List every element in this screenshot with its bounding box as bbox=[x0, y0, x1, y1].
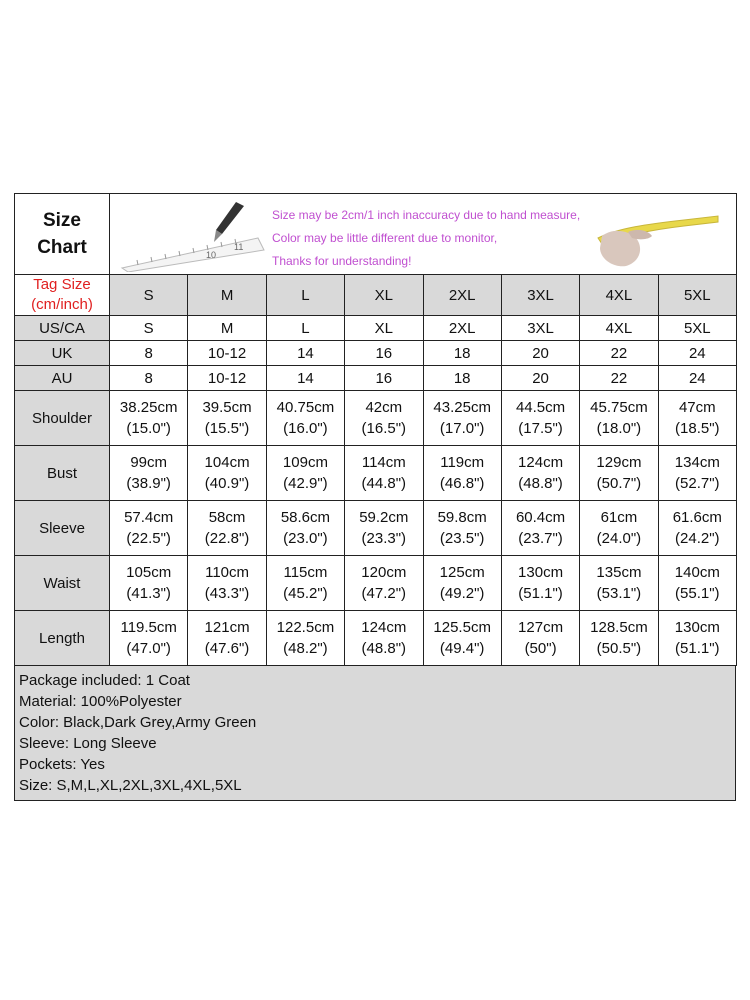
size-cell: 14 bbox=[266, 341, 344, 366]
measure-inch: (50.5") bbox=[596, 640, 642, 657]
size-cell: 24 bbox=[658, 341, 736, 366]
info-line: Pockets: Yes bbox=[19, 756, 105, 773]
measure-inch: (50.7") bbox=[596, 475, 642, 492]
measure-cm: 39.5cm bbox=[202, 399, 252, 416]
ruler-label-10: 10 bbox=[206, 250, 217, 260]
measure-cell bbox=[110, 446, 188, 501]
measure-cell bbox=[580, 556, 658, 611]
measure-cell bbox=[423, 556, 501, 611]
measure-cm: 124cm bbox=[518, 454, 564, 471]
measure-cell bbox=[501, 446, 579, 501]
measure-cell bbox=[345, 446, 423, 501]
measure-cm: 114cm bbox=[361, 454, 406, 471]
measure-inch: (47.0") bbox=[126, 640, 171, 657]
measure-inch: (49.2") bbox=[439, 585, 485, 602]
row-label: Waist bbox=[15, 556, 110, 611]
measure-cm: 61.6cm bbox=[672, 509, 722, 526]
measure-cell bbox=[345, 501, 423, 556]
measure-inch: (55.1") bbox=[675, 585, 720, 602]
measure-inch: (47.2") bbox=[361, 585, 407, 602]
measure-cell bbox=[345, 391, 423, 446]
info-line: Package included: 1 Coat bbox=[19, 672, 190, 689]
size-cell: 10-12 bbox=[188, 366, 266, 391]
tag-size-cell: 4XL bbox=[580, 275, 658, 316]
measure-inch: (43.3") bbox=[204, 585, 250, 602]
size-cell: 8 bbox=[110, 341, 188, 366]
size-row-au bbox=[15, 366, 737, 391]
measure-cm: 134cm bbox=[674, 454, 720, 471]
measure-inch: (45.2") bbox=[283, 585, 328, 602]
measure-cell bbox=[188, 501, 266, 556]
tag-size-cell: 3XL bbox=[501, 275, 579, 316]
measure-cm: 42cm bbox=[365, 399, 403, 416]
measure-inch: (50") bbox=[524, 640, 557, 657]
measure-inch: (23.7") bbox=[518, 530, 563, 547]
size-cell: 20 bbox=[501, 341, 579, 366]
measure-cm: 125.5cm bbox=[433, 619, 491, 636]
tag-size-label-line-2: (cm/inch) bbox=[31, 296, 93, 313]
measure-cm: 130cm bbox=[518, 564, 564, 581]
measure-inch: (48.8") bbox=[361, 640, 407, 657]
measure-inch: (44.8") bbox=[361, 475, 407, 492]
measure-cell bbox=[423, 611, 501, 666]
tag-size-cell: XL bbox=[345, 275, 423, 316]
row-label: Bust bbox=[15, 446, 110, 501]
measure-cell bbox=[580, 446, 658, 501]
size-row-us-ca bbox=[15, 316, 737, 341]
measure-row-bust bbox=[15, 446, 737, 501]
note-line-3: Thanks for understanding! bbox=[272, 254, 412, 268]
measure-cell bbox=[580, 501, 658, 556]
info-line: Size: S,M,L,XL,2XL,3XL,4XL,5XL bbox=[19, 777, 242, 794]
measure-inch: (47.6") bbox=[204, 640, 250, 657]
info-line: Sleeve: Long Sleeve bbox=[19, 735, 157, 752]
measure-inch: (22.5") bbox=[126, 530, 171, 547]
measure-cell bbox=[266, 556, 344, 611]
measure-cm: 119.5cm bbox=[120, 619, 177, 636]
measure-cm: 130cm bbox=[674, 619, 720, 636]
title-line-1: Size bbox=[42, 210, 82, 231]
measure-cell bbox=[188, 446, 266, 501]
measure-inch: (23.3") bbox=[361, 530, 407, 547]
measure-cell bbox=[110, 611, 188, 666]
measure-cm: 59.8cm bbox=[437, 509, 487, 526]
measure-cm: 129cm bbox=[596, 454, 642, 471]
measure-cm: 124cm bbox=[361, 619, 407, 636]
tag-size-cell: L bbox=[266, 275, 344, 316]
measure-inch: (16.0") bbox=[283, 420, 328, 437]
size-cell: 10-12 bbox=[188, 341, 266, 366]
row-label: Shoulder bbox=[15, 391, 110, 446]
measure-inch: (22.8") bbox=[204, 530, 250, 547]
measure-cell bbox=[345, 611, 423, 666]
measure-cell bbox=[501, 501, 579, 556]
measure-inch: (24.0") bbox=[596, 530, 642, 547]
product-info bbox=[14, 666, 736, 801]
row-label: Sleeve bbox=[15, 501, 110, 556]
banner-cell bbox=[110, 194, 737, 275]
measure-inch: (49.4") bbox=[439, 640, 485, 657]
measure-cm: 120cm bbox=[361, 564, 407, 581]
size-cell: 2XL bbox=[423, 316, 501, 341]
measure-inch: (42.9") bbox=[283, 475, 328, 492]
measure-cm: 57.4cm bbox=[124, 509, 174, 526]
tag-size-label bbox=[15, 275, 110, 316]
size-cell: 4XL bbox=[580, 316, 658, 341]
measure-inch: (41.3") bbox=[126, 585, 171, 602]
notes bbox=[272, 204, 580, 273]
header-row bbox=[15, 194, 737, 275]
size-cell: 16 bbox=[345, 366, 423, 391]
ruler-label-11: 11 bbox=[234, 242, 244, 252]
measure-cm: 127cm bbox=[518, 619, 564, 636]
measure-inch: (18.5") bbox=[675, 420, 720, 437]
measure-cm: 40.75cm bbox=[276, 399, 335, 416]
size-cell: 8 bbox=[110, 366, 188, 391]
row-label: US/CA bbox=[15, 316, 110, 341]
measure-cell bbox=[188, 611, 266, 666]
measure-cell bbox=[345, 556, 423, 611]
measure-cell bbox=[188, 556, 266, 611]
measure-row-shoulder bbox=[15, 391, 737, 446]
measure-cell bbox=[658, 611, 736, 666]
measure-inch: (18.0") bbox=[596, 420, 642, 437]
measure-cell bbox=[110, 556, 188, 611]
measure-inch: (40.9") bbox=[204, 475, 250, 492]
measure-inch: (46.8") bbox=[439, 475, 485, 492]
measure-cell bbox=[266, 446, 344, 501]
size-cell: 20 bbox=[501, 366, 579, 391]
size-cell: 5XL bbox=[658, 316, 736, 341]
measure-inch: (24.2") bbox=[675, 530, 720, 547]
size-cell: 3XL bbox=[501, 316, 579, 341]
tag-size-row bbox=[15, 275, 737, 316]
measure-cm: 109cm bbox=[282, 454, 328, 471]
measure-inch: (15.5") bbox=[204, 420, 250, 437]
measure-inch: (17.0") bbox=[439, 420, 485, 437]
measure-cm: 60.4cm bbox=[515, 509, 566, 526]
measure-cm: 44.5cm bbox=[515, 399, 566, 416]
measure-inch: (23.5") bbox=[439, 530, 485, 547]
title-line-2: Chart bbox=[37, 237, 87, 258]
tag-size-cell: 2XL bbox=[423, 275, 501, 316]
measure-row-sleeve bbox=[15, 501, 737, 556]
measure-cm: 115cm bbox=[283, 564, 328, 581]
measure-inch: (15.0") bbox=[126, 420, 171, 437]
size-cell: M bbox=[188, 316, 266, 341]
measure-cell bbox=[266, 391, 344, 446]
row-label: Length bbox=[15, 611, 110, 666]
measure-cell bbox=[423, 446, 501, 501]
measure-inch: (16.5") bbox=[361, 420, 407, 437]
measure-cell bbox=[110, 501, 188, 556]
measure-cm: 135cm bbox=[596, 564, 642, 581]
tag-size-cell: M bbox=[188, 275, 266, 316]
ruler-pen-icon bbox=[118, 200, 268, 272]
measure-cell bbox=[501, 611, 579, 666]
size-cell: 16 bbox=[345, 341, 423, 366]
measure-cm: 121cm bbox=[204, 619, 250, 636]
size-cell: S bbox=[110, 316, 188, 341]
size-cell: L bbox=[266, 316, 344, 341]
measure-inch: (23.0") bbox=[283, 530, 328, 547]
size-cell: XL bbox=[345, 316, 423, 341]
note-line-2: Color may be little different due to monitor, bbox=[272, 231, 498, 245]
size-cell: 18 bbox=[423, 341, 501, 366]
measure-cm: 99cm bbox=[130, 454, 168, 471]
measure-cell bbox=[501, 556, 579, 611]
measure-cm: 58cm bbox=[208, 509, 246, 526]
measure-row-waist bbox=[15, 556, 737, 611]
size-cell: 18 bbox=[423, 366, 501, 391]
measure-cm: 128.5cm bbox=[590, 619, 648, 636]
measure-cm: 43.25cm bbox=[433, 399, 491, 416]
size-cell: 22 bbox=[580, 341, 658, 366]
measure-cell bbox=[658, 556, 736, 611]
measure-cm: 61cm bbox=[600, 509, 638, 526]
measure-cell bbox=[658, 446, 736, 501]
size-cell: 24 bbox=[658, 366, 736, 391]
measuring-tape-hand-icon bbox=[588, 198, 720, 270]
measure-cell bbox=[110, 391, 188, 446]
measure-inch: (48.8") bbox=[518, 475, 563, 492]
measure-row-length bbox=[15, 611, 737, 666]
measure-cm: 140cm bbox=[674, 564, 720, 581]
info-line: Material: 100%Polyester bbox=[19, 693, 182, 710]
measure-cm: 125cm bbox=[439, 564, 485, 581]
measure-inch: (53.1") bbox=[596, 585, 642, 602]
measure-cell bbox=[423, 501, 501, 556]
info-line: Color: Black,Dark Grey,Army Green bbox=[19, 714, 257, 731]
row-label: AU bbox=[15, 366, 110, 391]
measure-inch: (38.9") bbox=[126, 475, 171, 492]
banner bbox=[110, 194, 736, 274]
size-cell: 22 bbox=[580, 366, 658, 391]
measure-cell bbox=[580, 391, 658, 446]
measure-cell bbox=[266, 501, 344, 556]
measure-cm: 110cm bbox=[205, 564, 250, 581]
tag-size-cell: S bbox=[110, 275, 188, 316]
measure-cm: 38.25cm bbox=[119, 399, 178, 416]
measure-inch: (51.1") bbox=[675, 640, 720, 657]
measure-inch: (48.2") bbox=[283, 640, 328, 657]
measure-inch: (51.1") bbox=[518, 585, 563, 602]
measure-cm: 119cm bbox=[440, 454, 485, 471]
size-row-uk bbox=[15, 341, 737, 366]
measure-inch: (52.7") bbox=[675, 475, 720, 492]
measure-cm: 45.75cm bbox=[590, 399, 648, 416]
measure-cm: 105cm bbox=[126, 564, 172, 581]
note-line-1: Size may be 2cm/1 inch inaccuracy due to hand measure, bbox=[272, 208, 581, 222]
tag-size-label-line-1: Tag Size bbox=[33, 276, 91, 293]
measure-cell bbox=[501, 391, 579, 446]
measure-inch: (17.5") bbox=[518, 420, 563, 437]
size-table bbox=[14, 193, 737, 666]
size-cell: 14 bbox=[266, 366, 344, 391]
size-chart-title bbox=[15, 194, 110, 275]
tag-size-cell: 5XL bbox=[658, 275, 736, 316]
measure-cell bbox=[658, 501, 736, 556]
measure-cell bbox=[266, 611, 344, 666]
row-label: UK bbox=[15, 341, 110, 366]
measure-cell bbox=[580, 611, 658, 666]
measure-cm: 47cm bbox=[678, 399, 716, 416]
measure-cell bbox=[658, 391, 736, 446]
measure-cm: 58.6cm bbox=[280, 509, 331, 526]
measure-cm: 59.2cm bbox=[359, 509, 409, 526]
measure-cell bbox=[423, 391, 501, 446]
measure-cm: 122.5cm bbox=[276, 619, 335, 636]
measure-cell bbox=[188, 391, 266, 446]
measure-cm: 104cm bbox=[204, 454, 250, 471]
size-chart bbox=[14, 193, 736, 801]
